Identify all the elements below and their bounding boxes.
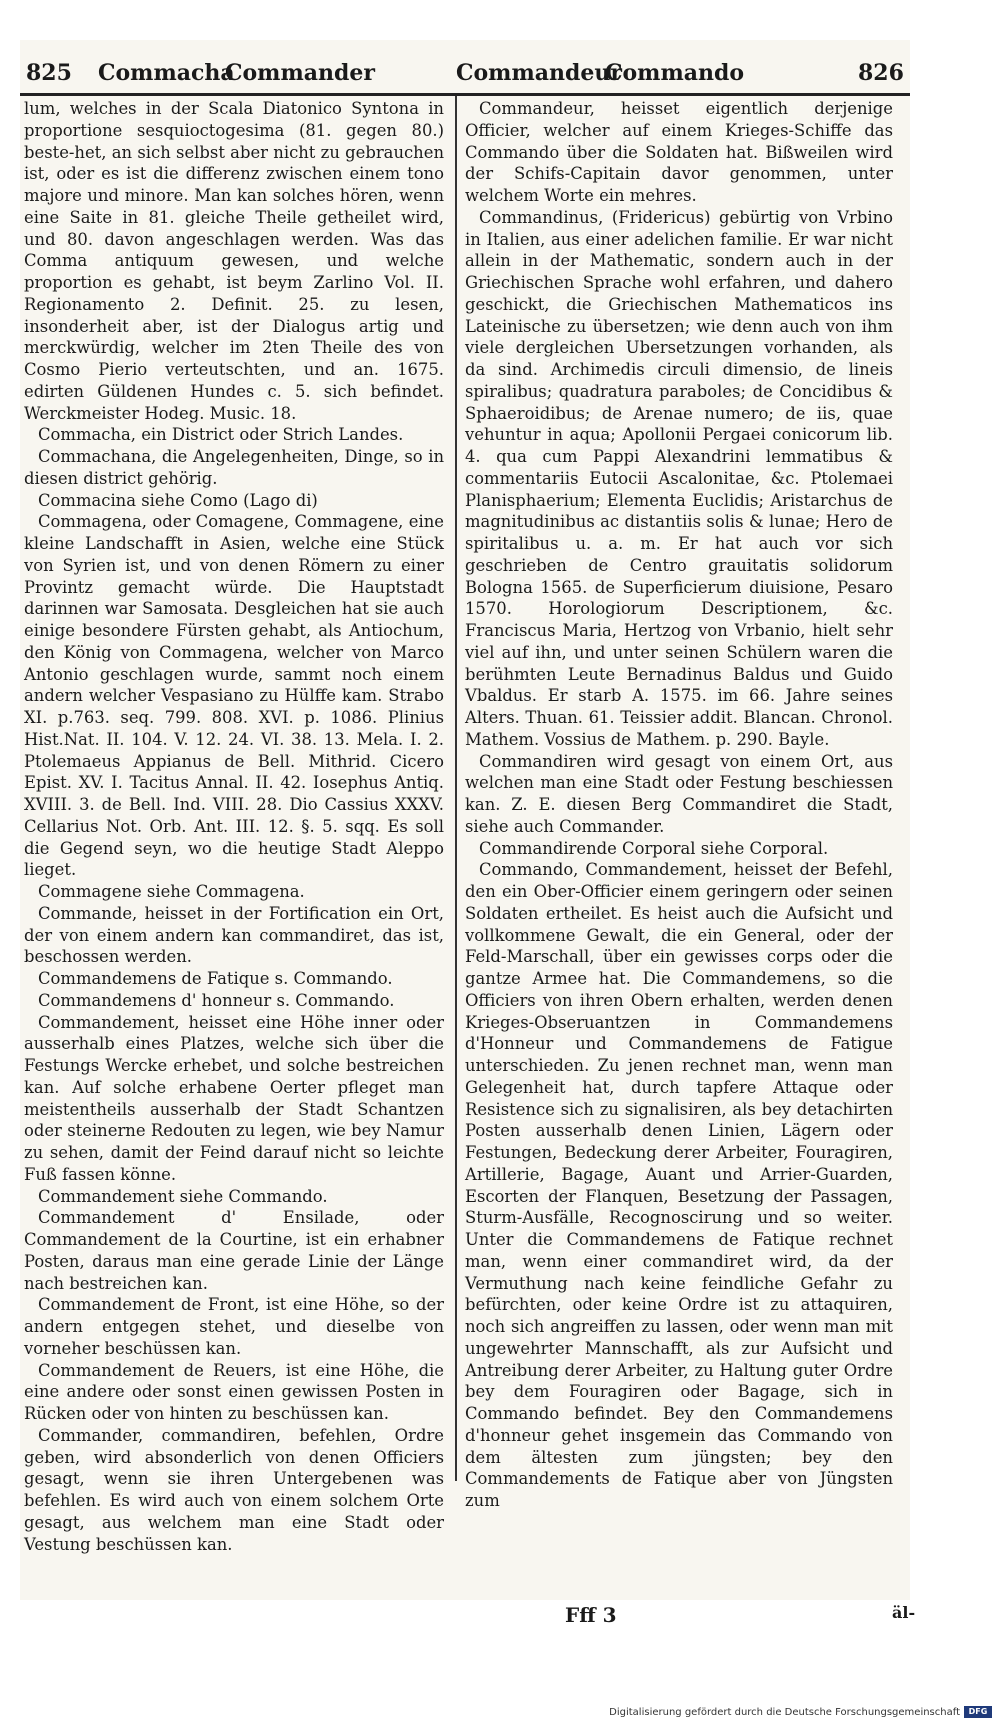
page-header: [20, 60, 910, 90]
left-headword-end: Commander: [225, 60, 375, 86]
dictionary-entry: Commandement de Front, ist eine Höhe, so der andern entgegen stehet, und dieselbe von vorneher beschüssen kan.: [24, 1295, 444, 1358]
dictionary-entry: Commandement siehe Commando.: [38, 1186, 328, 1206]
dictionary-entry: Commande, heisset in der Fortification ein Ort, der von einem andern kan commandiret, das ist, beschossen werden.: [24, 903, 444, 967]
column-rule: [455, 96, 457, 1481]
left-headword-start: Commacha: [98, 60, 235, 86]
funding-credit: Digitalisierung gefördert durch die Deutsche Forschungsgemeinschaft: [609, 1707, 960, 1718]
dictionary-entry: Commandeur, heisset eigentlich derjenige Officier, welcher auf einem Krieges-Schiffe das Commando über die Soldaten hat. Bißweilen wird der Schifs-Capitain davor genommen, unter welchem Worte ein mehres.: [465, 99, 893, 205]
left-page-number: 825: [26, 60, 72, 86]
dfg-logo: DFG: [964, 1706, 992, 1718]
dictionary-entry: Commagene siehe Commagena.: [38, 882, 305, 901]
dictionary-entry: Commagena, oder Comagene, Commagene, eine kleine Landschafft in Asien, welche eine Stück von Syrien ist, und von denen Römern zu einer Provintz gemacht würde. Die Hauptstadt darinnen war Samosata. Desgleichen hat sie auch einige besondere Fürsten gehabt, als Antiochum, den König von Commagena, welcher von Marco Antonio geschlagen wurde, sammt noch einem andern welcher Vespasiano zu Hülffe kam. Strabo XI. p.763. seq. 799. 808. XVI. p. 1086. Plinius Hist.Nat. II. 104. V. 12. 24. VI. 38. 13. Mela. I. 2. Ptolemaeus Appianus de Bell. Mithrid. Cicero Epist. XV. I. Tacitus Annal. II. 42. Iosephus Antiq. XVIII. 3. de Bell. Ind. VIII. 28. Dio Cassius XXXV. Cellarius Not. Orb. Ant. III. 12. §. 5. sqq. Es soll die Gegend seyn, wo die heutige Stadt Aleppo lieget.: [24, 512, 444, 880]
catchword: äl-: [892, 1603, 916, 1622]
header-rule: [20, 93, 910, 96]
dictionary-entry: Commando, Commandement, heisset der Befehl, den ein Ober-Officier einem geringern oder seinen Soldaten ertheilet. Es heist auch die Aufsicht und vollkommene Gewalt, die ein General, oder der Feld-Marschall, über ein gewisses corps oder die gantze Armee hat. Die Commandemens, so die Officiers von ihren Obern erhalten, werden denen Krieges-Obseruantzen in Commandemens d'Honneur und Commandemens de Fatigue unterschieden. Zu jenen rechnet man, wenn man Gelegenheit hat, durch tapfere Attaque oder Resistence sich zu signalisiren, als bey detachirten Posten ausserhalb denen Linien, Lägern oder Festungen, Bedeckung derer Arbeiter, Fouragiren, Artillerie, Bagage, Auant und Arrier-Guarden, Escorten der Flanquen, Besetzung der Passagen, Sturm-Ausfälle, Recognoscirung und so weiter. Unter die Commandemens de Fatique rechnet man, wenn einer commandiret wird, da der Vermuthung nach keine feindliche Gefahr zu befürchten, oder keine Ordre ist zu attaquiren, noch sich angreiffen zu lassen, oder wenn man mit ungewehrter Mannschafft, als zur Aufsicht und Antreibung derer Arbeiter, zu Haltung guter Ordre bey dem Fouragiren oder Bagage, sich in Commando befindet. Bey den Commandemens d'honneur gehet insgemein das Commando von dem ältesten zum jüngsten; bey den Commandements de Fatique aber von Jüngsten zum: [465, 860, 893, 1510]
signature-mark: Fff 3: [565, 1603, 617, 1627]
dictionary-entry: Commacha, ein District oder Strich Landes.: [38, 425, 404, 445]
right-column: [465, 98, 893, 1512]
right-headword-start: Commandeur: [456, 60, 622, 86]
dictionary-entry: Commandement, heisset eine Höhe inner oder ausserhalb eines Platzes, welche sich über die Festungs Wercke erhebet, und solche bestreichen kan. Auf solche erhabene Oerter pfleget man meistentheils ausserhalb der Stadt Schantzen oder steinerne Redouten zu legen, wie bey Namur zu sehen, damit der Feind darauf nicht so leichte Fuß fassen könne.: [24, 1012, 444, 1184]
dictionary-entry: Commandemens de Fatique s. Commando.: [38, 969, 393, 988]
dictionary-entry: Commandemens d' honneur s. Commando.: [38, 990, 395, 1010]
dictionary-entry: Commandirende Corporal siehe Corporal.: [479, 838, 829, 858]
dictionary-entry: Commander, commandiren, befehlen, Ordre geben, wird absonderlich von denen Officiers gesagt, wenn sie ihren Untergebenen was befehlen. Es wird auch von einem solchem Orte gesagt, aus welchem man eine Stadt oder Vestung beschüssen kan.: [24, 1425, 444, 1554]
dictionary-entry: lum, welches in der Scala Diatonico Syntona in proportione sesquioctogesima (81. gegen 80.) beste-het, an sich selbst aber nicht zu gebrauchen ist, oder es ist die differenz zwischen einem tono majore und minore. Man kan solches hören, wenn eine Saite in 81. gleiche Theile getheilet wird, und 80. davon angeschlagen werden. Was das Comma antiquum gewesen, und welche proportion es gehabt, ist beym Zarlino Vol. II. Regionamento 2. Definit. 25. zu lesen, insonderheit aber, ist der Dialogus artig und merckwürdig, welcher im 2ten Theile des von Cosmo Pierio verteutschten, und an. 1675. edirten Güldenen Hundes c. 5. sich befindet. Werckmeister Hodeg. Music. 18.: [24, 99, 444, 423]
dictionary-entry: Commandement de Reuers, ist eine Höhe, die eine andere oder sonst einen gewissen Posten in Rücken oder von hinten zu beschüssen kan.: [24, 1360, 444, 1423]
dictionary-entry: Commandinus, (Fridericus) gebürtig von Vrbino in Italien, aus einer adelichen familie. Er war nicht allein in der Mathematic, sondern auch in der Griechischen Sprache wohl erfahren, und dahero geschickt, die Griechischen Mathematicos ins Lateinische zu übersetzen; wie denn auch von ihm viele dergleichen Ubersetzungen vorhanden, als da sind. Archimedis circuli dimensio, de lineis spiralibus; quadratura paraboles; de Concidibus & Sphaeroidibus; de Arenae numero; de iis, quae vehuntur in aqua; Apollonii Pergaei conicorum lib. 4. qua cum Pappi Alexandrini lemmatibus & commentariis Eutocii Ascalonitae, &c. Ptolemaei Planisphaerium; Elementa Euclidis; Aristarchus de magnitudinibus ac distantiis solis & lunae; Hero de spiritalibus u. a. m. Er hat auch vor sich geschrieben de Centro grauitatis solidorum Bologna 1565. de Superficierum diuisione, Pesaro 1570. Horologiorum Descriptionem, &c. Franciscus Maria, Hertzog von Vrbanio, hielt sehr viel auf ihn, und unter seinen Schülern waren die berühmten Leute Bernadinus Baldus und Guido Vbaldus. Er starb A. 1575. im 66. Jahre seines Alters. Thuan. 61. Teissier addit. Blancan. Chronol. Mathem. Vossius de Mathem. p. 290. Bayle.: [465, 207, 893, 749]
dictionary-entry: Commandement d' Ensilade, oder Commandement de la Courtine, ist ein erhabner Posten, daraus man eine gerade Linie der Länge nach bestreichen kan.: [24, 1208, 444, 1293]
right-page-number: 826: [858, 60, 904, 86]
left-column: [24, 98, 444, 1555]
dictionary-entry: Commacina siehe Como (Lago di): [38, 490, 318, 510]
page-bottom: [20, 1603, 916, 1629]
right-headword-end: Commando: [605, 60, 745, 86]
digitization-footer: [0, 1700, 1000, 1726]
dictionary-entry: Commachana, die Angelegenheiten, Dinge, so in diesen district gehörig.: [24, 447, 444, 488]
dictionary-entry: Commandiren wird gesagt von einem Ort, aus welchen man eine Stadt oder Festung beschiessen kan. Z. E. diesen Berg Commandiret die Stadt, siehe auch Commander.: [465, 751, 893, 836]
